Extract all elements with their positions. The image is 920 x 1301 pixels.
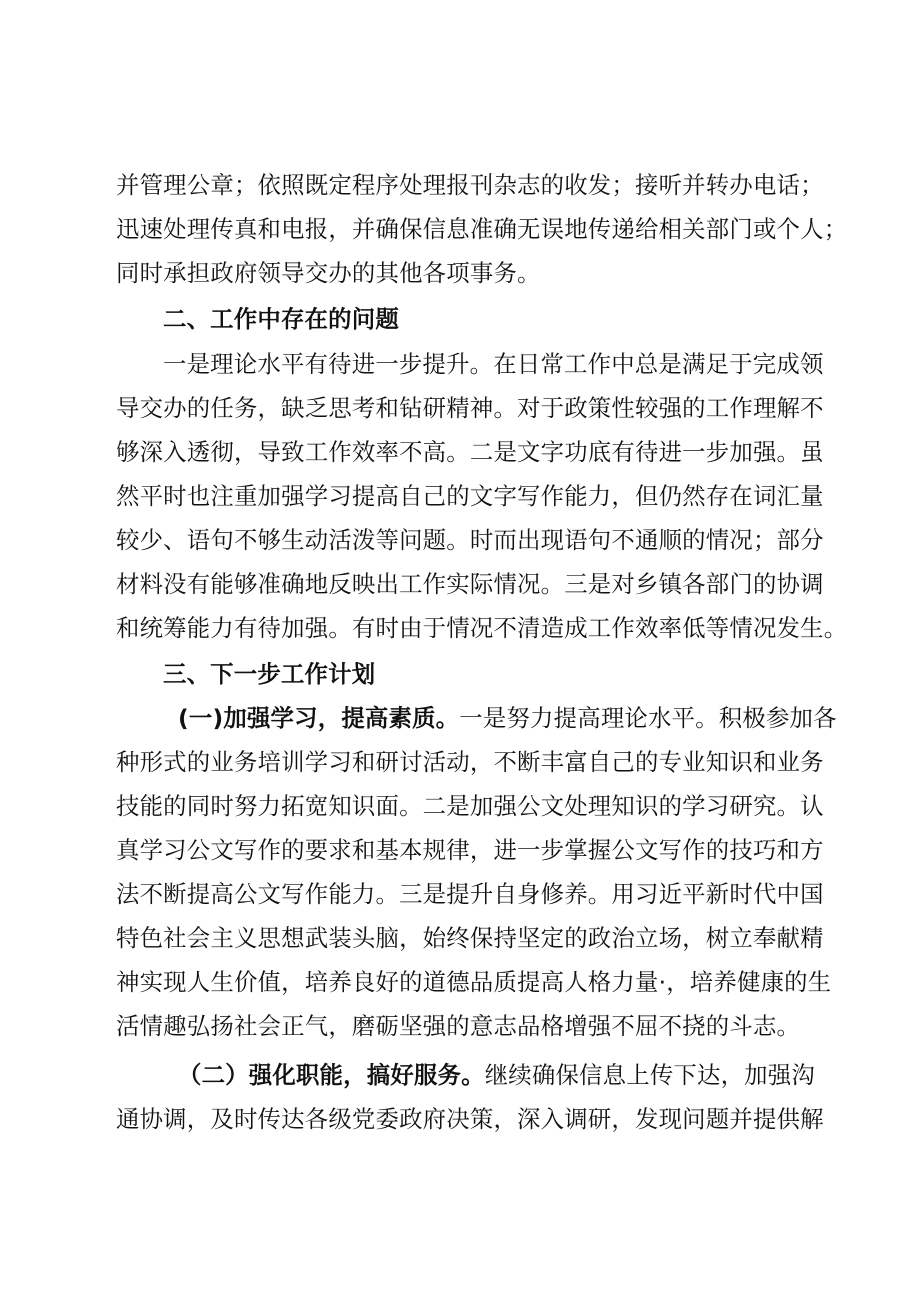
paragraph-line: 然平时也注重加强学习提高自己的文字写作能力，但仍然存在词汇量: [116, 482, 824, 510]
item-title-service: （二）强化职能，搞好服务。: [178, 1061, 485, 1089]
paragraph-line: 同时承担政府领导交办的其他各项事务。: [116, 259, 541, 287]
paragraph-line: 法不断提高公文写作能力。三是提升自身修养。用习近平新时代中国: [116, 880, 824, 908]
paragraph-line: 导交办的任务，缺乏思考和钻研精神。对于政策性较强的工作理解不: [116, 394, 824, 422]
item-text: 继续确保信息上传下达，加强沟: [484, 1061, 815, 1089]
item-first-line: [178, 696, 898, 740]
paragraph-line: 一是理论水平有待进一步提升。在日常工作中总是满足于完成领: [163, 350, 824, 378]
paragraph-line: 并管理公章；依照既定程序处理报刊杂志的收发；接听并转办电话；: [116, 171, 824, 199]
section-heading-next-plan: 三、下一步工作计划: [163, 660, 376, 688]
paragraph-line: 够深入透彻，导致工作效率不高。二是文字功底有待进一步加强。虽: [116, 438, 824, 466]
paragraph-line: 神实现人生价值，培养良好的道德品质提高人格力量·，培养健康的生: [116, 968, 832, 996]
item-first-line: [178, 1053, 898, 1097]
paragraph-line: 技能的同时努力拓宽知识面。二是加强公文处理知识的学习研究。认: [116, 792, 824, 820]
paragraph-line: 和统筹能力有待加强。有时由于情况不清造成工作效率低等情况发生。: [116, 614, 848, 642]
paragraph-line: 迅速处理传真和电报，并确保信息准确无误地传递给相关部门或个人；: [116, 215, 848, 243]
section-heading-problems: 二、工作中存在的问题: [163, 305, 399, 333]
paragraph-line: 特色社会主义思想武装头脑，始终保持坚定的政治立场，树立奉献精: [116, 924, 824, 952]
paragraph-line: 种形式的业务培训学习和研讨活动，不断丰富自己的专业知识和业务: [116, 748, 824, 776]
paragraph-line: 较少、语句不够生动活泼等问题。时而出现语句不通顺的情况；部分: [116, 526, 824, 554]
item-text: 一是努力提高理论水平。积极参加各: [459, 704, 837, 732]
paragraph-line: 材料没有能够准确地反映出工作实际情况。三是对乡镇各部门的协调: [116, 570, 824, 598]
paragraph-line: 活情趣弘扬社会正气，磨砺坚强的意志品格增强不屈不挠的斗志。: [116, 1012, 801, 1040]
paragraph-line: 真学习公文写作的要求和基本规律，进一步掌握公文写作的技巧和方: [116, 836, 824, 864]
paragraph-line: 通协调，及时传达各级党委政府决策，深入调研，发现问题并提供解: [116, 1105, 824, 1133]
item-title-study: (一)加强学习，提高素质。: [178, 704, 460, 732]
